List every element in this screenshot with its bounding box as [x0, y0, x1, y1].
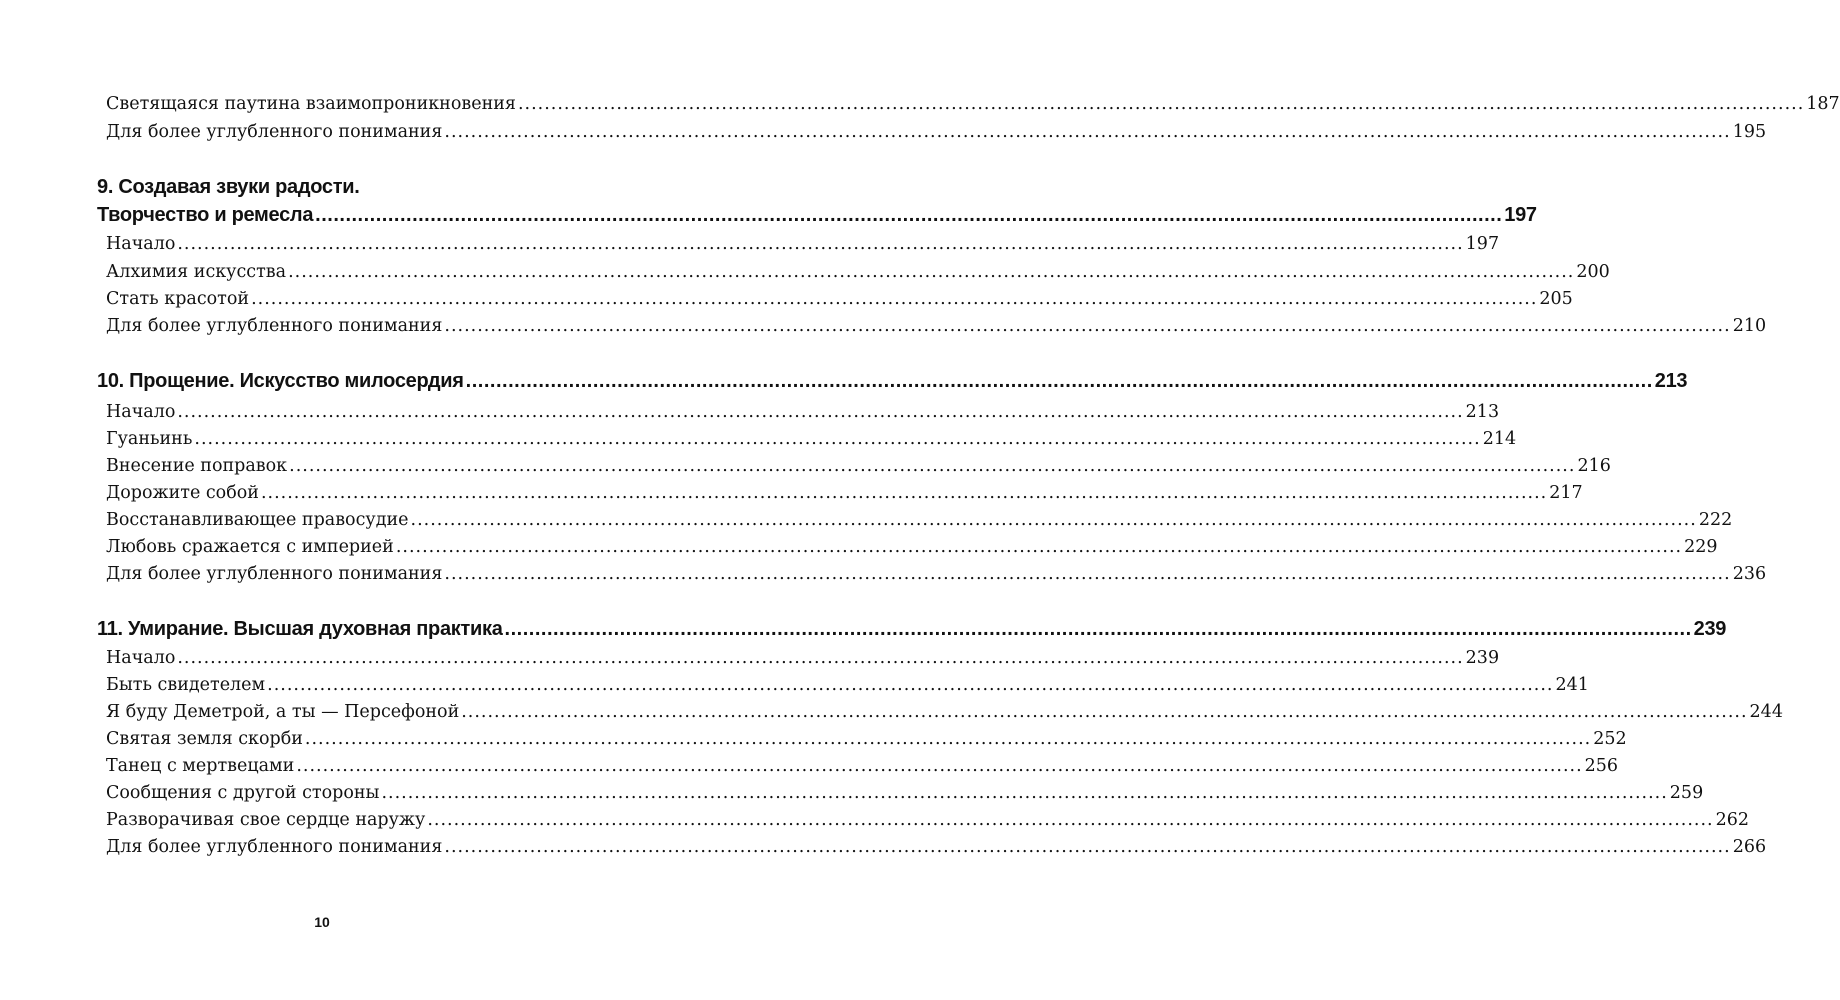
chapter-heading-line — [97, 176, 582, 199]
toc-entry-title: Алхимия искусства — [106, 262, 287, 282]
toc-entry-title: Гуаньинь — [106, 429, 193, 449]
chapter-title: Творчество и ремесла — [97, 204, 314, 226]
toc-entry-page: 266 — [1732, 837, 1767, 857]
toc-entry-title: Для более углубленного понимания — [106, 122, 443, 142]
toc-entry-page: 216 — [1577, 456, 1611, 476]
toc-entry — [97, 234, 1500, 254]
toc-entry-title: Восстанавливающее правосудие — [106, 510, 409, 530]
toc-entry-title: Любовь сражается с империей — [106, 537, 394, 557]
toc-entry — [97, 402, 1500, 422]
dot-leader — [194, 429, 1480, 449]
dot-leader — [315, 204, 1502, 227]
toc-entry-page: 205 — [1539, 289, 1573, 309]
toc-entry-title: Для более углубленного понимания — [106, 837, 443, 857]
dot-leader — [518, 94, 1804, 114]
toc-entry-title: Для более углубленного понимания — [106, 316, 443, 336]
toc-entry-page: 244 — [1749, 702, 1783, 722]
toc-entry-page: 262 — [1715, 810, 1750, 830]
toc-entry-title: Внесение поправок — [106, 456, 288, 476]
toc-entry-page: 195 — [1732, 122, 1767, 142]
dot-leader — [296, 756, 1582, 776]
toc-entry-page: 214 — [1482, 429, 1517, 449]
chapter-page: 197 — [1504, 204, 1537, 226]
toc-entry-title: Начало — [106, 234, 176, 254]
dot-leader — [177, 402, 1463, 422]
dot-leader — [177, 648, 1463, 668]
toc-entry-page: 252 — [1593, 729, 1627, 749]
dot-leader — [261, 483, 1547, 503]
toc-entry — [97, 837, 1767, 857]
chapter-heading — [97, 204, 1537, 227]
toc-entry-page: 217 — [1549, 483, 1583, 503]
dot-leader — [251, 289, 1537, 309]
dot-leader — [289, 456, 1575, 476]
chapter-title: 9. Создавая звуки радости. — [97, 176, 360, 198]
toc-entry-page: 187 — [1806, 94, 1840, 114]
chapter-heading — [97, 618, 1727, 641]
chapter-page: 239 — [1693, 618, 1727, 640]
toc-entry-title: Для более углубленного понимания — [106, 564, 443, 584]
toc-entry-title: Разворачивая свое сердце наружу — [106, 810, 426, 830]
chapter-title: 10. Прощение. Искусство милосердия — [97, 370, 464, 392]
toc-entry — [97, 122, 1767, 142]
toc-entry-page: 200 — [1576, 262, 1610, 282]
page-number: 10 — [314, 914, 330, 930]
toc-entry-page: 241 — [1555, 675, 1589, 695]
dot-leader — [466, 370, 1653, 393]
toc-entry — [97, 783, 1704, 803]
toc-entry-title: Быть свидетелем — [106, 675, 266, 695]
toc-entry — [97, 510, 1733, 530]
toc-entry — [97, 564, 1767, 584]
dot-leader — [444, 564, 1730, 584]
toc-entry-title: Дорожите собой — [106, 483, 259, 503]
toc-entry-page: 259 — [1669, 783, 1704, 803]
dot-leader — [396, 537, 1682, 557]
dot-leader — [444, 316, 1730, 336]
toc-entry-title: Начало — [106, 648, 176, 668]
toc-entry-title: Светящаяся паутина взаимопроникновения — [106, 94, 516, 114]
toc-entry — [97, 675, 1589, 695]
toc-entry — [97, 94, 1840, 114]
toc-entry — [97, 289, 1573, 309]
toc-entry — [97, 262, 1610, 282]
chapter-title: 11. Умирание. Высшая духовная практика — [97, 618, 503, 640]
toc-entry — [97, 429, 1517, 449]
toc-entry — [97, 729, 1627, 749]
toc-entry-title: Сообщения с другой стороны — [106, 783, 380, 803]
dot-leader — [267, 675, 1553, 695]
toc-entry — [97, 316, 1767, 336]
chapter-heading — [97, 370, 1688, 393]
toc-entry — [97, 648, 1500, 668]
chapter-page: 213 — [1654, 370, 1688, 392]
dot-leader — [505, 618, 1692, 641]
toc-entry-page: 222 — [1698, 510, 1733, 530]
dot-leader — [427, 810, 1713, 830]
dot-leader — [444, 837, 1730, 857]
toc-entry-title: Святая земля скорби — [106, 729, 303, 749]
toc-entry-page: 210 — [1732, 316, 1767, 336]
dot-leader — [381, 783, 1667, 803]
toc-entry-page: 236 — [1732, 564, 1767, 584]
toc-entry-page: 256 — [1584, 756, 1619, 776]
toc-entry-title: Танец с мертвецами — [106, 756, 295, 776]
toc-entry-page: 213 — [1465, 402, 1500, 422]
toc-entry-title: Начало — [106, 402, 176, 422]
dot-leader — [177, 234, 1463, 254]
toc-entry-title: Я буду Деметрой, а ты — Персефоной — [106, 702, 460, 722]
toc-entry-page: 239 — [1465, 648, 1500, 668]
dot-leader — [288, 262, 1574, 282]
toc-entry — [97, 756, 1619, 776]
toc-entry — [97, 456, 1611, 476]
toc-entry — [97, 810, 1750, 830]
toc-entry-title: Стать красотой — [106, 289, 250, 309]
toc-entry-page: 229 — [1684, 537, 1718, 557]
toc-entry-page: 197 — [1465, 234, 1500, 254]
toc-entry — [97, 537, 1718, 557]
dot-leader — [305, 729, 1591, 749]
toc-entry — [97, 702, 1783, 722]
dot-leader — [444, 122, 1730, 142]
dot-leader — [411, 510, 1697, 530]
toc-entry — [97, 483, 1583, 503]
dot-leader — [461, 702, 1747, 722]
